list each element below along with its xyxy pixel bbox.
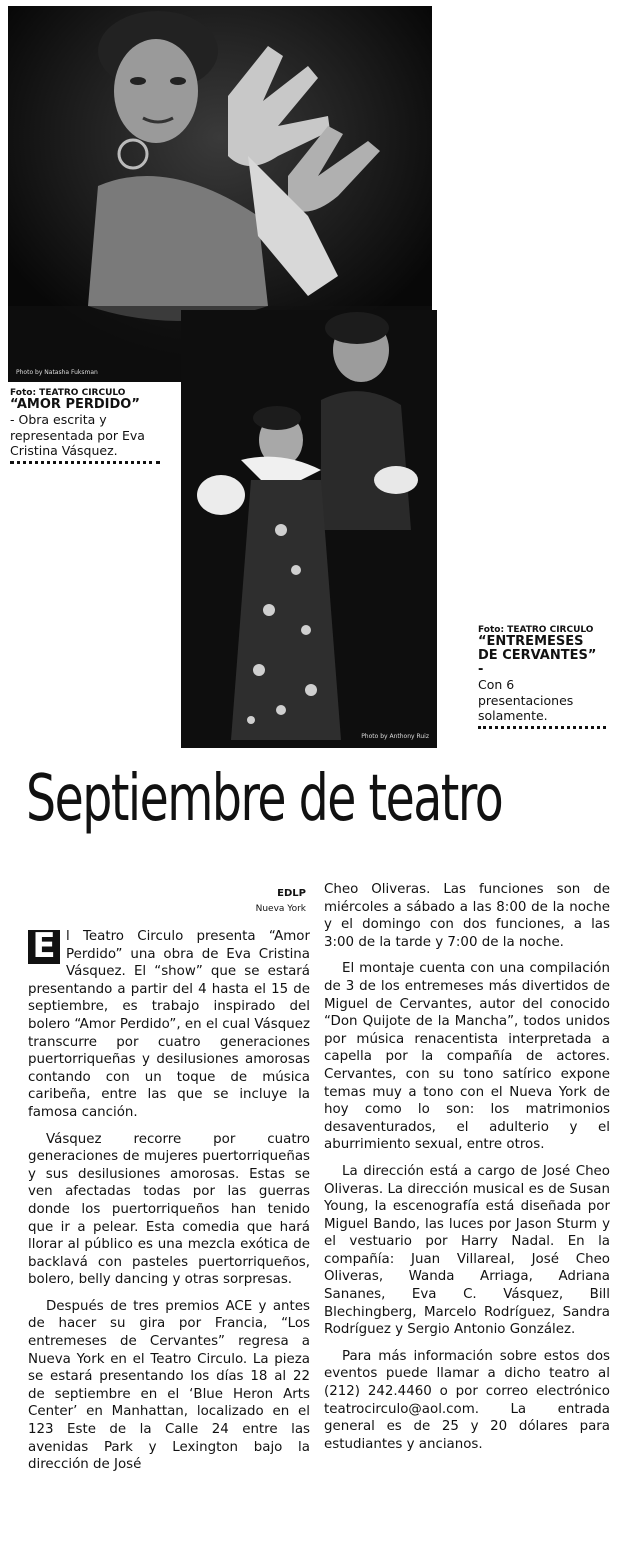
photo-credit: Photo by Anthony Ruiz [361, 733, 429, 740]
article-headline: Septiembre de teatro [26, 762, 503, 836]
photo-credit: Photo by Natasha Fuksman [16, 369, 98, 376]
article-paragraph: Después de tres premios ACE y antes de hacer su gira por Francia, “Los entremeses de Cervantes” regresa a Nueva York en el Teatro Circulo. La pieza se estará presentando los días 18 al 22 de septiembre en el ‘Blue Heron Arts Center’ en Manhattan, localizado en el 123 Este de la Calle 24 entre las avenidas Park y Lexington bajo la dirección de José [28, 1298, 310, 1473]
article-paragraph: Vásquez recorre por cuatro generaciones de mujeres puertorriqueñas y sus desilusiones amorosas. Estas se ven afectadas todas por las guerras donde los puertorriqueños han tenido que ir a pelear. Esta comedia que hará llorar al público es una mezcla exótica de backlavá con pasteles puertorriqueños, bolero, belly dancing y otras sorpresas. [28, 1131, 310, 1288]
photo-caption-amor-perdido [10, 388, 160, 464]
article-paragraph: E l Teatro Circulo presenta “Amor Perdido” una obra de Eva Cristina Vásquez. El “show” que se estará presentando a partir del 4 hasta el 15 de septiembre, es trabajo inspirado del bolero “Amor Perdido”, en el cual Vásquez transcurre por cuatro generaciones puertorriqueñas y desilusiones amorosas contando con un toque de música caribeña, entre las que se incluye la famosa canción. [28, 926, 310, 1120]
caption-text: Con 6 presentaciones solamente. [478, 677, 574, 723]
drop-cap: E [28, 930, 60, 964]
caption-divider [478, 724, 606, 729]
caption-source: Foto: TEATRO CIRCULO [10, 388, 126, 398]
article-column-2 [324, 881, 610, 1453]
caption-divider [10, 459, 160, 464]
caption-source: Foto: TEATRO CIRCULO [478, 625, 594, 635]
article-paragraph: La dirección está a cargo de José Cheo Oliveras. La dirección musical es de Susan Young, la escenografía está diseñada por Miguel Bando, las luces por Jason Sturm y el vestuario por Harry Nadal. En la compañía: Juan Villareal, José Cheo Oliveras, Wanda Arriaga, Adriana Sananes, Eva C. Vásquez, Bill Blechingberg, Marcelo Rodríguez, Sandra Rodríguez y Sergio Antonio González. [324, 1163, 610, 1338]
article-column-1 [28, 928, 310, 1474]
photo-caption-entremeses [478, 625, 606, 729]
article-paragraph: El montaje cuenta con una compilación de 3 de los entremeses más divertidos de Miguel de Cervantes, autor del conocido “Don Quijote de la Mancha”, todos unidos por música renacentista interpretada a capella por la compañía de actores. Cervantes, con su tono satírico expone temas muy a tono con el Nueva York de hoy como lo son: los matrimonios desaventurados, el adulterio y el aburrimiento sexual, entre otros. [324, 961, 610, 1153]
caption-title: “ENTREMESES DE CERVANTES” - [478, 634, 597, 677]
actresses-photo-graphic [181, 310, 437, 748]
caption-text: - Obra escrita y representada por Eva Cristina Vásquez. [10, 412, 145, 458]
article-paragraph: Cheo Oliveras. Las funciones son de miércoles a sábado a las 8:00 de la noche y el domingo con dos funciones, a las 3:00 de la tarde y 7:00 de la noche. [324, 882, 610, 950]
caption-title: “AMOR PERDIDO” [10, 397, 140, 412]
photo-entremeses [181, 310, 437, 748]
article-byline: EDLP [277, 888, 306, 899]
article-location: Nueva York [255, 904, 306, 914]
article-paragraph: Para más información sobre estos dos eventos puede llamar a dicho teatro al (212) 242.4460 o por correo electrónico teatrocirculo@aol.com. La entrada general es de 25 y 20 dólares para estudiantes y ancianos. [324, 1348, 610, 1452]
